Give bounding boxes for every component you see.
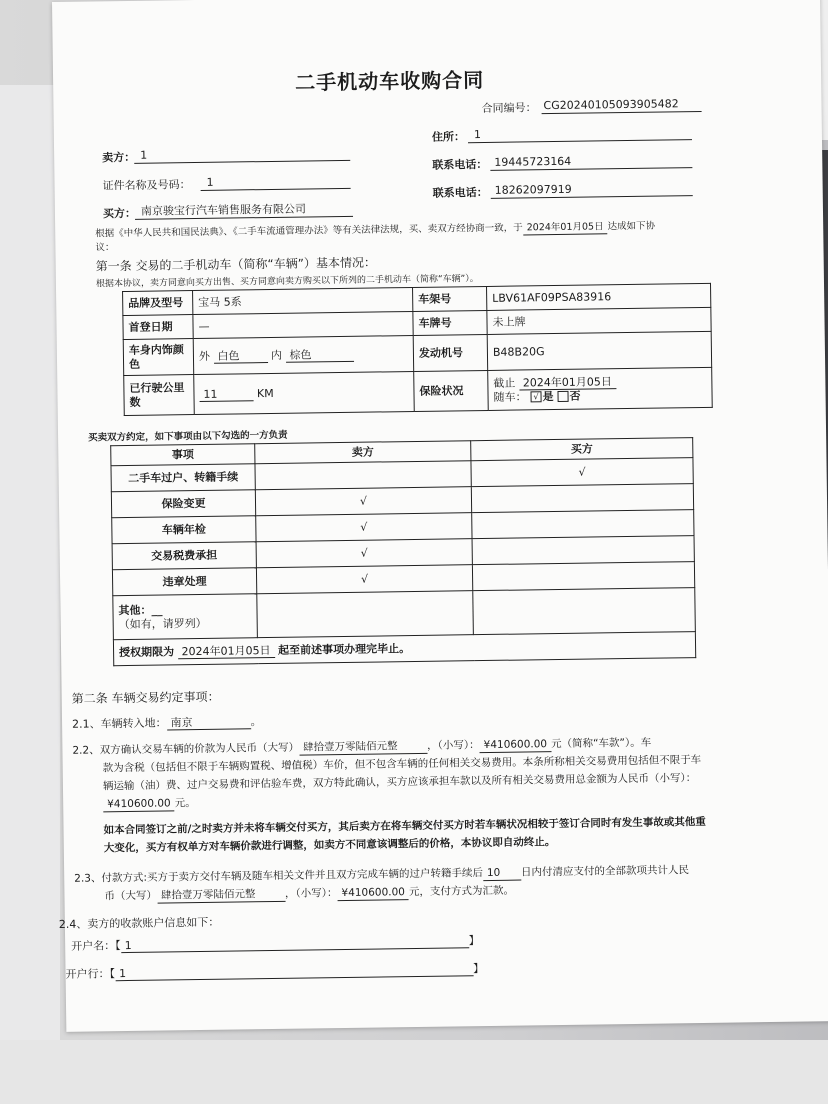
contract-no-value: CG20240105093905482 — [543, 97, 679, 113]
price-upper: 肆拾壹万零陆佰元整 — [299, 740, 427, 756]
clause-num: 2.1、 — [71, 717, 101, 731]
insurance-until-prefix: 截止 — [493, 376, 516, 390]
seller-label: 卖方： — [102, 150, 136, 165]
basis-text-2: 达成如下协 — [607, 220, 656, 233]
other-buyer — [473, 588, 696, 635]
article1-title: 第一条 交易的二手机动车（简称“车辆”）基本情况： — [95, 255, 377, 274]
col-item-header: 事项 — [111, 444, 255, 466]
duty-buyer-check — [472, 536, 694, 565]
other-label: 其他：__ — [118, 603, 163, 617]
buyer-phone-value: 18262097919 — [494, 182, 572, 197]
duty-seller-check: √ — [256, 513, 472, 542]
duty-item: 保险变更 — [111, 490, 255, 518]
account-name-value: 1 — [121, 934, 469, 953]
clause-text: 车辆转入地： — [100, 716, 167, 731]
deadline-label: 授权期限为 — [118, 644, 175, 659]
duty-buyer-check: √ — [471, 458, 693, 487]
account-bank-label: 开户行：【 — [65, 967, 116, 981]
total-amount: ¥410600.00 — [103, 797, 175, 812]
duty-buyer-check — [472, 510, 694, 539]
other-seller — [257, 591, 474, 638]
duty-item: 交易税费承担 — [112, 542, 256, 570]
seller-phone-label: 联系电话： — [432, 157, 488, 172]
clause-text: 元，支付方式为汇款。 — [408, 884, 515, 899]
clause-text: 币（大写） — [104, 889, 158, 903]
duty-seller-check: √ — [256, 539, 472, 568]
address-value: 1 — [473, 128, 481, 142]
bracket-close: 】 — [468, 934, 480, 948]
duty-seller-check: √ — [255, 487, 471, 516]
duty-buyer-check — [472, 562, 694, 591]
col-seller-header: 卖方 — [255, 441, 471, 464]
plate-label: 车牌号 — [413, 310, 487, 335]
vehicle-table — [122, 283, 713, 416]
bracket-close: 】 — [472, 962, 485, 976]
duty-seller-check — [255, 461, 471, 490]
color-label: 车身内饰颜色 — [123, 339, 193, 376]
buyer-value: 南京骏宝行汽车销售服务有限公司 — [140, 202, 307, 218]
yes-checkbox[interactable]: √ — [530, 391, 541, 402]
account-bank-value: 1 — [115, 962, 473, 981]
clause-2-3-line2 — [104, 884, 514, 905]
payment-upper: 肆拾壹万零陆佰元整 — [157, 888, 285, 904]
id-label: 证件名称及号码： — [102, 178, 191, 193]
deadline-value: 2024年01月05日 — [177, 643, 274, 658]
no-checkbox[interactable] — [557, 391, 568, 402]
color-value — [193, 335, 413, 374]
contract-no-label: 合同编号： — [481, 101, 537, 116]
table-row — [124, 367, 713, 415]
basis-text — [95, 220, 655, 242]
clause-text: ，（小写）： — [427, 739, 480, 752]
payment-lower: ¥410600.00 — [337, 886, 409, 901]
duties-intro: 买卖双方约定，如下事项由以下勾选的一方负责 — [88, 429, 288, 444]
reg-date-label: 首登日期 — [123, 315, 193, 340]
vin-value: LBV61AF09PSA83916 — [487, 283, 711, 310]
engine-label: 发动机号 — [413, 334, 487, 371]
exterior-color: 白色 — [213, 349, 267, 364]
address-underline — [468, 139, 692, 143]
paper-stack-bottom — [0, 1040, 828, 1104]
account-bank-row — [65, 962, 484, 982]
no-label: 否 — [569, 389, 581, 403]
other-note: （如有，请罗列） — [118, 616, 207, 631]
clause-text: 元（简称“车款”）。车 — [550, 736, 652, 751]
id-value: 1 — [206, 175, 214, 189]
basis-text-3: 议： — [95, 242, 115, 254]
clause-num: 2.3、 — [74, 872, 102, 885]
price-lower: ¥410600.00 — [480, 738, 552, 753]
address-label: 住所： — [431, 130, 466, 144]
clause-text: 双方确认交易车辆的价款为人民币（大写） — [99, 741, 300, 757]
insurance-cell — [488, 367, 713, 410]
duty-buyer-check — [471, 484, 693, 513]
mileage-value: 11 — [199, 387, 253, 402]
clause-num: 2.2、 — [72, 744, 100, 757]
seller-phone-value: 19445723164 — [494, 154, 572, 169]
buyer-phone-label: 联系电话： — [432, 185, 488, 200]
buyer-label: 买方： — [102, 206, 137, 221]
adjustment-clause-line2: 大变化，买方有权单方对车辆价款进行调整，如卖方不同意该调整后的价格，本协议即自动终止。 — [103, 836, 556, 855]
payment-days: 10 — [483, 867, 521, 882]
clause-2-1 — [72, 715, 262, 732]
account-name-row — [71, 934, 480, 954]
paper-stack-left — [0, 85, 60, 1085]
col-buyer-header: 买方 — [471, 438, 693, 461]
mileage-cell — [194, 371, 415, 414]
contract-page — [52, 0, 828, 1032]
brand-label: 品牌及型号 — [123, 291, 193, 316]
other-cell — [113, 594, 258, 640]
insurance-label: 保险状况 — [414, 370, 489, 411]
deadline-suffix: 起至前述事项办理完毕止。 — [277, 641, 411, 657]
clause-text: 卖方的收款账户信息如下： — [87, 915, 220, 931]
seller-value: 1 — [140, 148, 148, 162]
clause-2-4 — [59, 916, 220, 932]
article1-intro: 根据本协议，卖方同意向买方出售、买方同意向卖方购买以下所列的二手机动车（简称“车辆”）。 — [95, 274, 479, 290]
seller-underline — [134, 160, 350, 164]
clause-2-2-line3: 辆运输（油）费、过户交易费和评估验车费，双方特此确认，买方应该承担车款以及所有相关交易费用总金额为人民币（小写）： — [102, 772, 697, 793]
insurance-follow-label: 随车： — [493, 389, 527, 404]
transfer-city: 南京 — [166, 715, 250, 730]
duties-table — [110, 437, 696, 666]
clause-text: ，（小写）： — [284, 887, 338, 900]
clause-num: 2.4、 — [58, 917, 88, 931]
clause-text: 付款方式:买方于卖方交付车辆及随车相关文件并且双方完成车辆的过户转籍手续后 — [101, 867, 484, 885]
clause-2-3-line1 — [74, 863, 689, 887]
vin-label: 车架号 — [413, 286, 487, 311]
interior-color: 棕色 — [285, 347, 353, 362]
mileage-label: 已行驶公里数 — [124, 375, 195, 416]
adjustment-clause-line1: 如本合同签订之前/之时卖方并未将车辆交付买方，其后卖方在将车辆交付买方时若车辆状况相较于签订合同时有发生事故或其他重 — [103, 815, 706, 837]
clause-end: 。 — [250, 715, 262, 729]
engine-value: B48B20G — [487, 331, 711, 370]
reg-date-value: — — [193, 311, 413, 338]
plate-value: 未上牌 — [487, 307, 711, 334]
account-name-label: 开户名：【 — [71, 939, 121, 953]
article2-title: 第二条 车辆交易约定事项： — [71, 689, 220, 706]
insurance-until-date: 2024年01月05日 — [519, 375, 616, 390]
duty-seller-check: √ — [256, 565, 472, 594]
clause-text: 日内付清应支付的全部款项共计人民 — [520, 864, 690, 879]
mileage-unit: KM — [256, 386, 274, 400]
basis-date: 2024年01月05日 — [523, 220, 608, 235]
yes-label: 是 — [542, 389, 554, 403]
brand-value: 宝马 5系 — [193, 287, 413, 314]
clause-end: 元。 — [174, 797, 196, 810]
clause-2-2-line2: 款为含税（包括但不限于车辆购置税、增值税）车价，但不包含车辆的任何相关交易费用。本条所称相关交易费用包括但不限于车 — [102, 754, 702, 775]
duty-item: 车辆年检 — [112, 516, 256, 544]
duty-item: 违章处理 — [112, 568, 256, 596]
interior-prefix: 内 — [270, 348, 283, 362]
id-underline — [201, 188, 351, 191]
basis-text-1: 根据《中华人民共和国民法典》、《二手车流通管理办法》等有关法律法规，买、卖双方经协商一致，于 — [95, 222, 523, 240]
clause-2-2-line4 — [103, 796, 196, 812]
document-title: 二手机动车收购合同 — [294, 67, 485, 95]
exterior-prefix: 外 — [198, 349, 211, 363]
duty-item: 二手车过户、转籍手续 — [111, 464, 255, 492]
